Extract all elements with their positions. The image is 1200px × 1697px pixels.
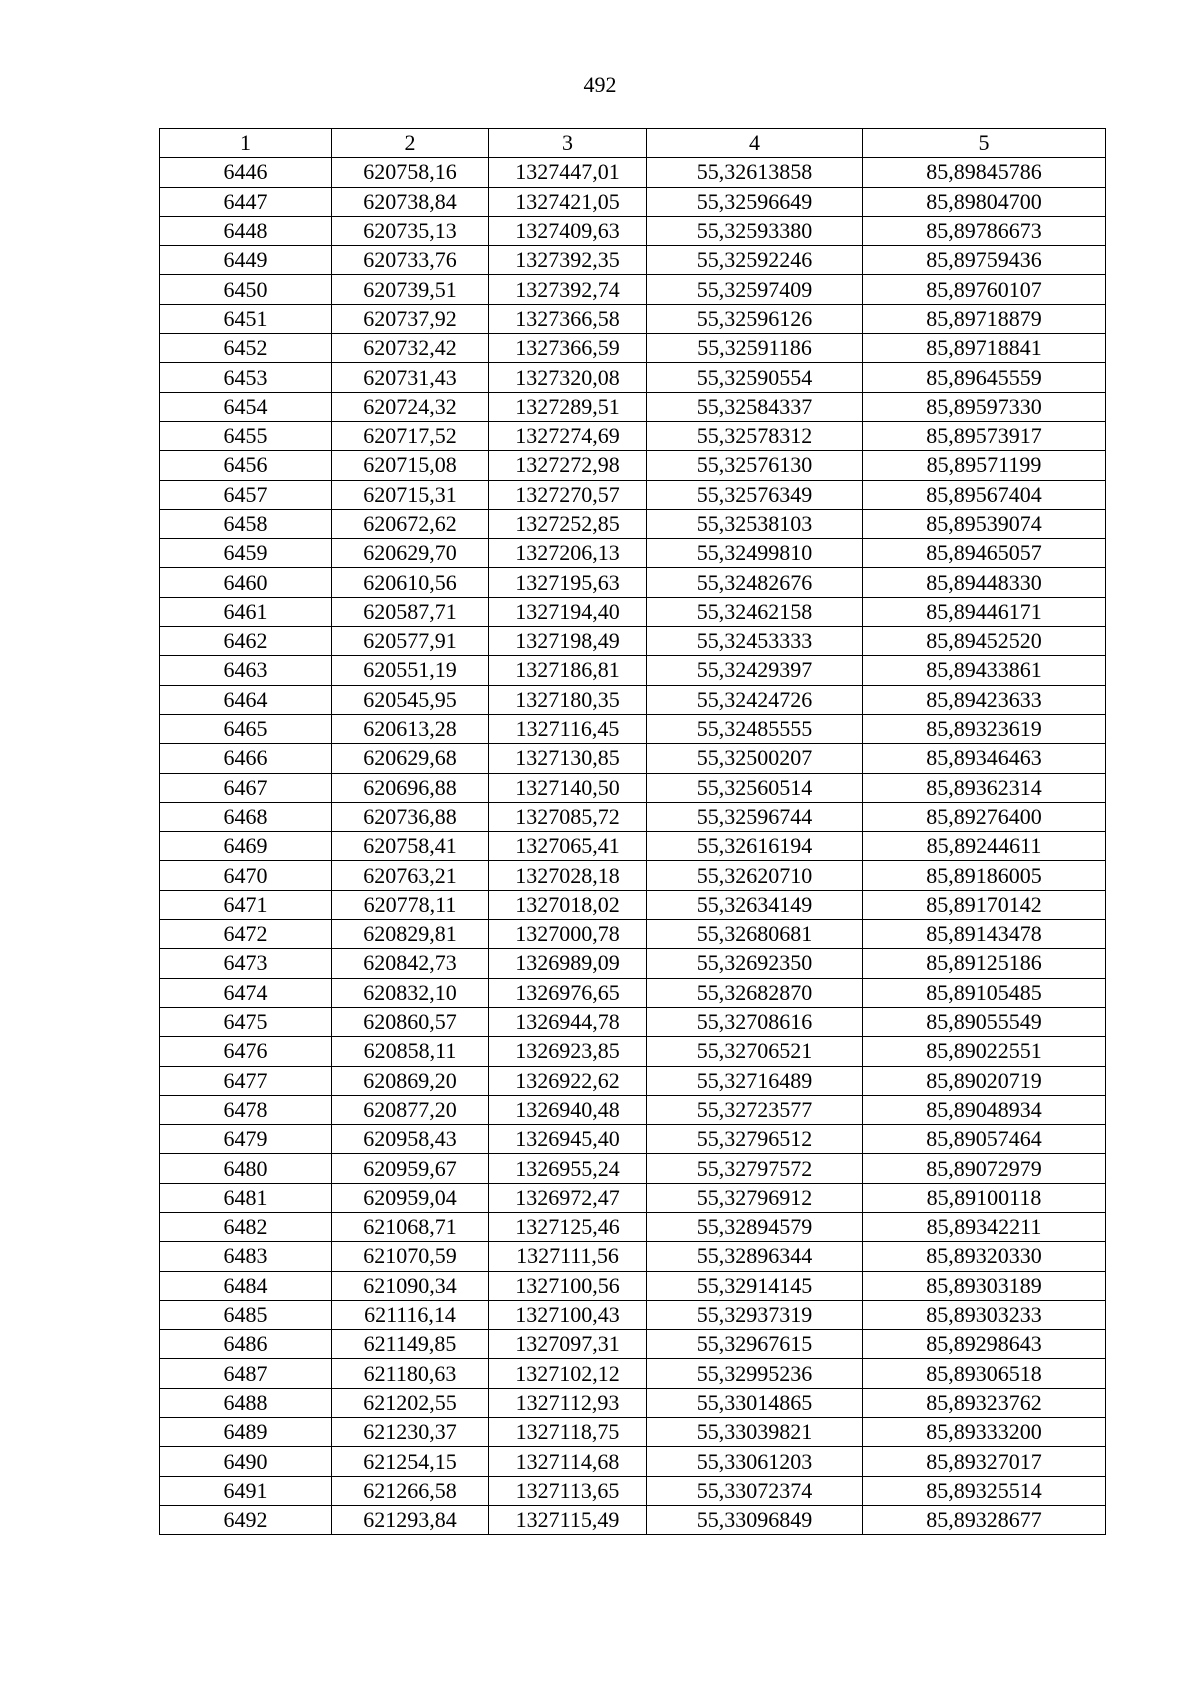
x-coordinate-cell: 620860,57 xyxy=(332,1007,489,1036)
table-row xyxy=(160,1447,1106,1476)
longitude-cell: 85,89303233 xyxy=(863,1300,1106,1329)
y-coordinate-cell: 1327320,08 xyxy=(489,363,647,392)
table-row xyxy=(160,334,1106,363)
y-coordinate-cell: 1327125,46 xyxy=(489,1212,647,1241)
longitude-cell: 85,89571199 xyxy=(863,451,1106,480)
latitude-cell: 55,32937319 xyxy=(647,1300,863,1329)
table-row xyxy=(160,1037,1106,1066)
point-number-cell: 6464 xyxy=(160,685,332,714)
latitude-cell: 55,32796512 xyxy=(647,1125,863,1154)
table-row xyxy=(160,949,1106,978)
table-row xyxy=(160,568,1106,597)
longitude-cell: 85,89170142 xyxy=(863,890,1106,919)
table-row xyxy=(160,509,1106,538)
x-coordinate-cell: 620877,20 xyxy=(332,1095,489,1124)
latitude-cell: 55,33014865 xyxy=(647,1388,863,1417)
x-coordinate-cell: 620545,95 xyxy=(332,685,489,714)
latitude-cell: 55,32708616 xyxy=(647,1007,863,1036)
longitude-cell: 85,89306518 xyxy=(863,1359,1106,1388)
y-coordinate-cell: 1326972,47 xyxy=(489,1183,647,1212)
longitude-cell: 85,89100118 xyxy=(863,1183,1106,1212)
x-coordinate-cell: 620778,11 xyxy=(332,890,489,919)
x-coordinate-cell: 620732,42 xyxy=(332,334,489,363)
point-number-cell: 6463 xyxy=(160,656,332,685)
column-header-3: 3 xyxy=(489,129,647,158)
x-coordinate-cell: 620696,88 xyxy=(332,773,489,802)
y-coordinate-cell: 1327118,75 xyxy=(489,1418,647,1447)
table-row xyxy=(160,1476,1106,1505)
point-number-cell: 6479 xyxy=(160,1125,332,1154)
table-row xyxy=(160,158,1106,187)
table-row xyxy=(160,802,1106,831)
point-number-cell: 6454 xyxy=(160,392,332,421)
y-coordinate-cell: 1326944,78 xyxy=(489,1007,647,1036)
longitude-cell: 85,89323619 xyxy=(863,714,1106,743)
y-coordinate-cell: 1327018,02 xyxy=(489,890,647,919)
latitude-cell: 55,32995236 xyxy=(647,1359,863,1388)
x-coordinate-cell: 620842,73 xyxy=(332,949,489,978)
point-number-cell: 6456 xyxy=(160,451,332,480)
latitude-cell: 55,32680681 xyxy=(647,920,863,949)
point-number-cell: 6489 xyxy=(160,1418,332,1447)
y-coordinate-cell: 1327289,51 xyxy=(489,392,647,421)
y-coordinate-cell: 1326955,24 xyxy=(489,1154,647,1183)
table-row xyxy=(160,304,1106,333)
latitude-cell: 55,32590554 xyxy=(647,363,863,392)
point-number-cell: 6466 xyxy=(160,744,332,773)
x-coordinate-cell: 620724,32 xyxy=(332,392,489,421)
longitude-cell: 85,89303189 xyxy=(863,1271,1106,1300)
x-coordinate-cell: 621116,14 xyxy=(332,1300,489,1329)
table-row xyxy=(160,978,1106,1007)
table-row xyxy=(160,1359,1106,1388)
point-number-cell: 6478 xyxy=(160,1095,332,1124)
longitude-cell: 85,89804700 xyxy=(863,187,1106,216)
latitude-cell: 55,32500207 xyxy=(647,744,863,773)
y-coordinate-cell: 1327097,31 xyxy=(489,1330,647,1359)
point-number-cell: 6467 xyxy=(160,773,332,802)
latitude-cell: 55,32453333 xyxy=(647,627,863,656)
longitude-cell: 85,89125186 xyxy=(863,949,1106,978)
latitude-cell: 55,32716489 xyxy=(647,1066,863,1095)
point-number-cell: 6451 xyxy=(160,304,332,333)
point-number-cell: 6470 xyxy=(160,861,332,890)
point-number-cell: 6488 xyxy=(160,1388,332,1417)
longitude-cell: 85,89143478 xyxy=(863,920,1106,949)
point-number-cell: 6471 xyxy=(160,890,332,919)
point-number-cell: 6486 xyxy=(160,1330,332,1359)
x-coordinate-cell: 621230,37 xyxy=(332,1418,489,1447)
x-coordinate-cell: 620858,11 xyxy=(332,1037,489,1066)
longitude-cell: 85,89055549 xyxy=(863,1007,1106,1036)
point-number-cell: 6448 xyxy=(160,216,332,245)
point-number-cell: 6465 xyxy=(160,714,332,743)
table-row xyxy=(160,187,1106,216)
latitude-cell: 55,32593380 xyxy=(647,216,863,245)
y-coordinate-cell: 1327366,58 xyxy=(489,304,647,333)
y-coordinate-cell: 1327180,35 xyxy=(489,685,647,714)
table-row xyxy=(160,627,1106,656)
latitude-cell: 55,32538103 xyxy=(647,509,863,538)
y-coordinate-cell: 1327114,68 xyxy=(489,1447,647,1476)
latitude-cell: 55,32424726 xyxy=(647,685,863,714)
latitude-cell: 55,32429397 xyxy=(647,656,863,685)
x-coordinate-cell: 620739,51 xyxy=(332,275,489,304)
y-coordinate-cell: 1327392,74 xyxy=(489,275,647,304)
point-number-cell: 6449 xyxy=(160,246,332,275)
point-number-cell: 6480 xyxy=(160,1154,332,1183)
y-coordinate-cell: 1327198,49 xyxy=(489,627,647,656)
latitude-cell: 55,32560514 xyxy=(647,773,863,802)
table-row xyxy=(160,685,1106,714)
latitude-cell: 55,32462158 xyxy=(647,597,863,626)
longitude-cell: 85,89433861 xyxy=(863,656,1106,685)
longitude-cell: 85,89539074 xyxy=(863,509,1106,538)
point-number-cell: 6446 xyxy=(160,158,332,187)
y-coordinate-cell: 1327252,85 xyxy=(489,509,647,538)
point-number-cell: 6458 xyxy=(160,509,332,538)
longitude-cell: 85,89718879 xyxy=(863,304,1106,333)
point-number-cell: 6475 xyxy=(160,1007,332,1036)
table-body xyxy=(160,158,1106,1535)
y-coordinate-cell: 1327028,18 xyxy=(489,861,647,890)
longitude-cell: 85,89597330 xyxy=(863,392,1106,421)
longitude-cell: 85,89057464 xyxy=(863,1125,1106,1154)
table-row xyxy=(160,216,1106,245)
latitude-cell: 55,32967615 xyxy=(647,1330,863,1359)
point-number-cell: 6462 xyxy=(160,627,332,656)
y-coordinate-cell: 1327409,63 xyxy=(489,216,647,245)
latitude-cell: 55,32482676 xyxy=(647,568,863,597)
x-coordinate-cell: 620733,76 xyxy=(332,246,489,275)
latitude-cell: 55,33096849 xyxy=(647,1505,863,1534)
table-row xyxy=(160,656,1106,685)
x-coordinate-cell: 620829,81 xyxy=(332,920,489,949)
table-row xyxy=(160,1125,1106,1154)
x-coordinate-cell: 621293,84 xyxy=(332,1505,489,1534)
table-row xyxy=(160,275,1106,304)
table-row xyxy=(160,539,1106,568)
x-coordinate-cell: 620610,56 xyxy=(332,568,489,597)
table-row xyxy=(160,1418,1106,1447)
table-row xyxy=(160,1066,1106,1095)
y-coordinate-cell: 1326940,48 xyxy=(489,1095,647,1124)
table-row xyxy=(160,714,1106,743)
y-coordinate-cell: 1327085,72 xyxy=(489,802,647,831)
latitude-cell: 55,32576349 xyxy=(647,480,863,509)
latitude-cell: 55,32896344 xyxy=(647,1242,863,1271)
longitude-cell: 85,89072979 xyxy=(863,1154,1106,1183)
point-number-cell: 6473 xyxy=(160,949,332,978)
table-row xyxy=(160,421,1106,450)
latitude-cell: 55,32723577 xyxy=(647,1095,863,1124)
table-row xyxy=(160,1212,1106,1241)
x-coordinate-cell: 620613,28 xyxy=(332,714,489,743)
longitude-cell: 85,89244611 xyxy=(863,832,1106,861)
longitude-cell: 85,89718841 xyxy=(863,334,1106,363)
x-coordinate-cell: 620958,43 xyxy=(332,1125,489,1154)
y-coordinate-cell: 1327113,65 xyxy=(489,1476,647,1505)
table-row xyxy=(160,363,1106,392)
longitude-cell: 85,89342211 xyxy=(863,1212,1106,1241)
latitude-cell: 55,32584337 xyxy=(647,392,863,421)
point-number-cell: 6476 xyxy=(160,1037,332,1066)
latitude-cell: 55,32616194 xyxy=(647,832,863,861)
latitude-cell: 55,32634149 xyxy=(647,890,863,919)
y-coordinate-cell: 1327100,56 xyxy=(489,1271,647,1300)
point-number-cell: 6452 xyxy=(160,334,332,363)
longitude-cell: 85,89320330 xyxy=(863,1242,1106,1271)
y-coordinate-cell: 1326976,65 xyxy=(489,978,647,1007)
longitude-cell: 85,89452520 xyxy=(863,627,1106,656)
longitude-cell: 85,89020719 xyxy=(863,1066,1106,1095)
longitude-cell: 85,89465057 xyxy=(863,539,1106,568)
table-row xyxy=(160,1388,1106,1417)
x-coordinate-cell: 620715,08 xyxy=(332,451,489,480)
y-coordinate-cell: 1326923,85 xyxy=(489,1037,647,1066)
longitude-cell: 85,89760107 xyxy=(863,275,1106,304)
latitude-cell: 55,33039821 xyxy=(647,1418,863,1447)
point-number-cell: 6457 xyxy=(160,480,332,509)
latitude-cell: 55,32620710 xyxy=(647,861,863,890)
x-coordinate-cell: 620737,92 xyxy=(332,304,489,333)
x-coordinate-cell: 620758,16 xyxy=(332,158,489,187)
table-row xyxy=(160,1505,1106,1534)
table-header xyxy=(160,129,1106,158)
x-coordinate-cell: 620959,67 xyxy=(332,1154,489,1183)
table-row xyxy=(160,1154,1106,1183)
longitude-cell: 85,89786673 xyxy=(863,216,1106,245)
y-coordinate-cell: 1327274,69 xyxy=(489,421,647,450)
x-coordinate-cell: 620587,71 xyxy=(332,597,489,626)
x-coordinate-cell: 620629,70 xyxy=(332,539,489,568)
y-coordinate-cell: 1327270,57 xyxy=(489,480,647,509)
latitude-cell: 55,32576130 xyxy=(647,451,863,480)
point-number-cell: 6481 xyxy=(160,1183,332,1212)
latitude-cell: 55,32797572 xyxy=(647,1154,863,1183)
y-coordinate-cell: 1327102,12 xyxy=(489,1359,647,1388)
header-row xyxy=(160,129,1106,158)
coordinates-table xyxy=(159,128,1106,1535)
latitude-cell: 55,32613858 xyxy=(647,158,863,187)
point-number-cell: 6460 xyxy=(160,568,332,597)
point-number-cell: 6455 xyxy=(160,421,332,450)
y-coordinate-cell: 1327111,56 xyxy=(489,1242,647,1271)
y-coordinate-cell: 1327421,05 xyxy=(489,187,647,216)
latitude-cell: 55,32578312 xyxy=(647,421,863,450)
y-coordinate-cell: 1327366,59 xyxy=(489,334,647,363)
x-coordinate-cell: 620717,52 xyxy=(332,421,489,450)
x-coordinate-cell: 620736,88 xyxy=(332,802,489,831)
point-number-cell: 6485 xyxy=(160,1300,332,1329)
table-row xyxy=(160,1330,1106,1359)
longitude-cell: 85,89567404 xyxy=(863,480,1106,509)
y-coordinate-cell: 1327392,35 xyxy=(489,246,647,275)
longitude-cell: 85,89325514 xyxy=(863,1476,1106,1505)
x-coordinate-cell: 620959,04 xyxy=(332,1183,489,1212)
point-number-cell: 6484 xyxy=(160,1271,332,1300)
x-coordinate-cell: 620731,43 xyxy=(332,363,489,392)
y-coordinate-cell: 1327272,98 xyxy=(489,451,647,480)
table-row xyxy=(160,1271,1106,1300)
longitude-cell: 85,89446171 xyxy=(863,597,1106,626)
longitude-cell: 85,89448330 xyxy=(863,568,1106,597)
longitude-cell: 85,89328677 xyxy=(863,1505,1106,1534)
point-number-cell: 6482 xyxy=(160,1212,332,1241)
y-coordinate-cell: 1327100,43 xyxy=(489,1300,647,1329)
latitude-cell: 55,32894579 xyxy=(647,1212,863,1241)
latitude-cell: 55,32592246 xyxy=(647,246,863,275)
x-coordinate-cell: 621068,71 xyxy=(332,1212,489,1241)
longitude-cell: 85,89362314 xyxy=(863,773,1106,802)
latitude-cell: 55,32485555 xyxy=(647,714,863,743)
table-row xyxy=(160,920,1106,949)
table-row xyxy=(160,392,1106,421)
point-number-cell: 6491 xyxy=(160,1476,332,1505)
y-coordinate-cell: 1327186,81 xyxy=(489,656,647,685)
point-number-cell: 6459 xyxy=(160,539,332,568)
y-coordinate-cell: 1327130,85 xyxy=(489,744,647,773)
y-coordinate-cell: 1327065,41 xyxy=(489,832,647,861)
y-coordinate-cell: 1327116,45 xyxy=(489,714,647,743)
longitude-cell: 85,89333200 xyxy=(863,1418,1106,1447)
table-row xyxy=(160,1183,1106,1212)
x-coordinate-cell: 620763,21 xyxy=(332,861,489,890)
longitude-cell: 85,89022551 xyxy=(863,1037,1106,1066)
x-coordinate-cell: 621090,34 xyxy=(332,1271,489,1300)
longitude-cell: 85,89423633 xyxy=(863,685,1106,714)
latitude-cell: 55,33061203 xyxy=(647,1447,863,1476)
x-coordinate-cell: 620738,84 xyxy=(332,187,489,216)
table-row xyxy=(160,597,1106,626)
y-coordinate-cell: 1327194,40 xyxy=(489,597,647,626)
latitude-cell: 55,32596649 xyxy=(647,187,863,216)
longitude-cell: 85,89346463 xyxy=(863,744,1106,773)
table-row xyxy=(160,1095,1106,1124)
y-coordinate-cell: 1327140,50 xyxy=(489,773,647,802)
longitude-cell: 85,89759436 xyxy=(863,246,1106,275)
y-coordinate-cell: 1327447,01 xyxy=(489,158,647,187)
latitude-cell: 55,32596744 xyxy=(647,802,863,831)
point-number-cell: 6461 xyxy=(160,597,332,626)
point-number-cell: 6447 xyxy=(160,187,332,216)
x-coordinate-cell: 620869,20 xyxy=(332,1066,489,1095)
point-number-cell: 6492 xyxy=(160,1505,332,1534)
y-coordinate-cell: 1326989,09 xyxy=(489,949,647,978)
table-row xyxy=(160,773,1106,802)
latitude-cell: 55,32796912 xyxy=(647,1183,863,1212)
y-coordinate-cell: 1327115,49 xyxy=(489,1505,647,1534)
point-number-cell: 6469 xyxy=(160,832,332,861)
y-coordinate-cell: 1327206,13 xyxy=(489,539,647,568)
longitude-cell: 85,89186005 xyxy=(863,861,1106,890)
x-coordinate-cell: 620758,41 xyxy=(332,832,489,861)
x-coordinate-cell: 620577,91 xyxy=(332,627,489,656)
longitude-cell: 85,89845786 xyxy=(863,158,1106,187)
point-number-cell: 6483 xyxy=(160,1242,332,1271)
x-coordinate-cell: 621254,15 xyxy=(332,1447,489,1476)
longitude-cell: 85,89298643 xyxy=(863,1330,1106,1359)
point-number-cell: 6490 xyxy=(160,1447,332,1476)
table-row xyxy=(160,832,1106,861)
latitude-cell: 55,32914145 xyxy=(647,1271,863,1300)
latitude-cell: 55,32591186 xyxy=(647,334,863,363)
y-coordinate-cell: 1326922,62 xyxy=(489,1066,647,1095)
column-header-5: 5 xyxy=(863,129,1106,158)
point-number-cell: 6474 xyxy=(160,978,332,1007)
longitude-cell: 85,89645559 xyxy=(863,363,1106,392)
longitude-cell: 85,89048934 xyxy=(863,1095,1106,1124)
column-header-4: 4 xyxy=(647,129,863,158)
x-coordinate-cell: 620551,19 xyxy=(332,656,489,685)
point-number-cell: 6453 xyxy=(160,363,332,392)
table-row xyxy=(160,1242,1106,1271)
x-coordinate-cell: 621266,58 xyxy=(332,1476,489,1505)
latitude-cell: 55,33072374 xyxy=(647,1476,863,1505)
y-coordinate-cell: 1326945,40 xyxy=(489,1125,647,1154)
column-header-2: 2 xyxy=(332,129,489,158)
x-coordinate-cell: 620672,62 xyxy=(332,509,489,538)
longitude-cell: 85,89105485 xyxy=(863,978,1106,1007)
table-row xyxy=(160,744,1106,773)
longitude-cell: 85,89276400 xyxy=(863,802,1106,831)
latitude-cell: 55,32499810 xyxy=(647,539,863,568)
x-coordinate-cell: 621202,55 xyxy=(332,1388,489,1417)
table-row xyxy=(160,890,1106,919)
point-number-cell: 6477 xyxy=(160,1066,332,1095)
x-coordinate-cell: 621149,85 xyxy=(332,1330,489,1359)
longitude-cell: 85,89323762 xyxy=(863,1388,1106,1417)
x-coordinate-cell: 620715,31 xyxy=(332,480,489,509)
y-coordinate-cell: 1327112,93 xyxy=(489,1388,647,1417)
latitude-cell: 55,32692350 xyxy=(647,949,863,978)
point-number-cell: 6450 xyxy=(160,275,332,304)
column-header-1: 1 xyxy=(160,129,332,158)
table-row xyxy=(160,451,1106,480)
latitude-cell: 55,32597409 xyxy=(647,275,863,304)
latitude-cell: 55,32706521 xyxy=(647,1037,863,1066)
table-row xyxy=(160,480,1106,509)
latitude-cell: 55,32682870 xyxy=(647,978,863,1007)
page-number: 492 xyxy=(583,72,617,97)
y-coordinate-cell: 1327000,78 xyxy=(489,920,647,949)
x-coordinate-cell: 621070,59 xyxy=(332,1242,489,1271)
table-row xyxy=(160,246,1106,275)
x-coordinate-cell: 621180,63 xyxy=(332,1359,489,1388)
table-row xyxy=(160,1300,1106,1329)
point-number-cell: 6472 xyxy=(160,920,332,949)
x-coordinate-cell: 620832,10 xyxy=(332,978,489,1007)
longitude-cell: 85,89327017 xyxy=(863,1447,1106,1476)
x-coordinate-cell: 620629,68 xyxy=(332,744,489,773)
point-number-cell: 6468 xyxy=(160,802,332,831)
table-row xyxy=(160,861,1106,890)
latitude-cell: 55,32596126 xyxy=(647,304,863,333)
y-coordinate-cell: 1327195,63 xyxy=(489,568,647,597)
x-coordinate-cell: 620735,13 xyxy=(332,216,489,245)
table-row xyxy=(160,1007,1106,1036)
longitude-cell: 85,89573917 xyxy=(863,421,1106,450)
point-number-cell: 6487 xyxy=(160,1359,332,1388)
